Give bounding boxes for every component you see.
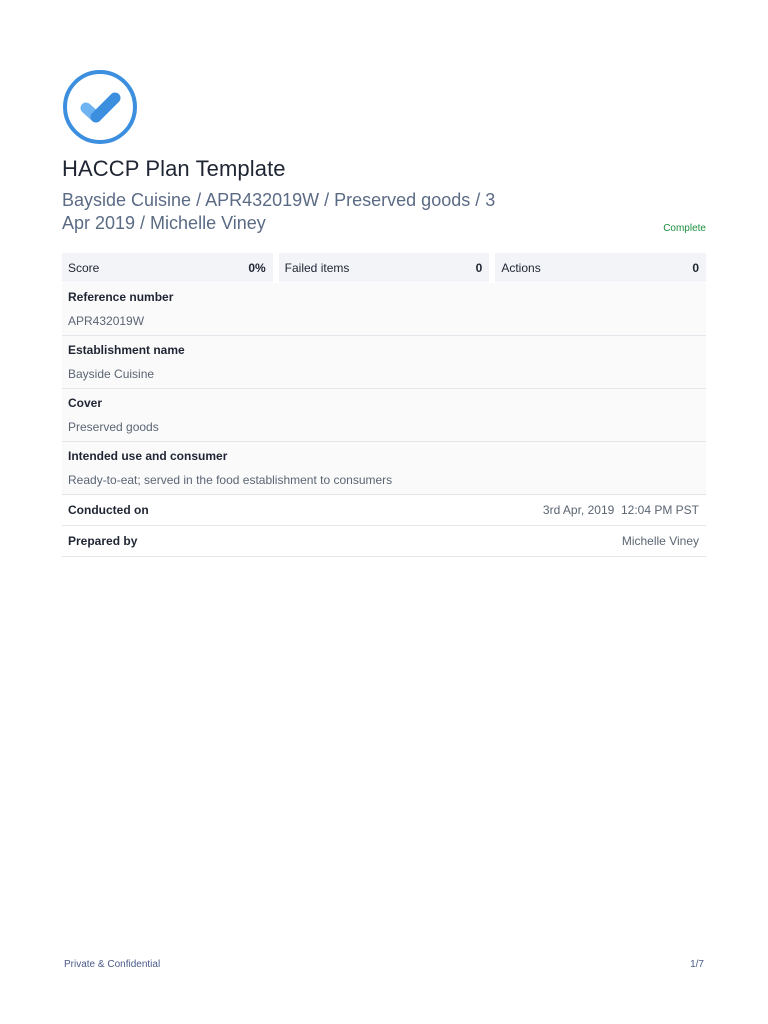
summary-actions-label: Actions [501, 260, 541, 275]
field-establishment-name [62, 336, 706, 389]
row-prepared-by [62, 526, 706, 557]
field-cover [62, 389, 706, 442]
summary-failed-items-label: Failed items [284, 260, 350, 275]
field-reference-number [62, 283, 706, 336]
footer-confidential: Private & Confidential [64, 959, 161, 970]
row-value: 3rd Apr, 2019 12:04 PM PST [542, 503, 699, 517]
row-label: Conducted on [68, 503, 149, 517]
summary-actions [495, 253, 706, 282]
field-value: APR432019W [68, 314, 145, 328]
summary-score [62, 253, 273, 282]
report-subtitle: Bayside Cuisine / APR432019W / Preserved goods / 3 Apr 2019 / Michelle Viney [62, 190, 496, 233]
row-conducted-on [62, 495, 706, 526]
row-label: Prepared by [68, 534, 138, 548]
field-label: Intended use and consumer [68, 449, 228, 463]
field-value: Preserved goods [68, 420, 159, 434]
summary-actions-value: 0 [692, 260, 700, 275]
report-page [62, 0, 706, 1024]
field-intended-use [62, 442, 706, 495]
summary-failed-items [279, 253, 490, 282]
summary-score-label: Score [68, 260, 100, 275]
summary-bar [62, 253, 706, 282]
row-value: Michelle Viney [621, 534, 699, 548]
status-badge: Complete [663, 223, 706, 234]
field-label: Reference number [68, 290, 174, 304]
field-label: Establishment name [68, 343, 185, 357]
field-label: Cover [68, 396, 103, 410]
field-value: Bayside Cuisine [68, 367, 155, 381]
checkmark-logo-icon [62, 69, 138, 145]
field-value: Ready-to-eat; served in the food establishment to consumers [68, 473, 393, 487]
info-fields [62, 283, 706, 557]
report-title: HACCP Plan Template [62, 156, 286, 181]
footer-page-number: 1/7 [690, 959, 704, 970]
summary-score-value: 0% [248, 260, 266, 275]
summary-failed-items-value: 0 [475, 260, 483, 275]
